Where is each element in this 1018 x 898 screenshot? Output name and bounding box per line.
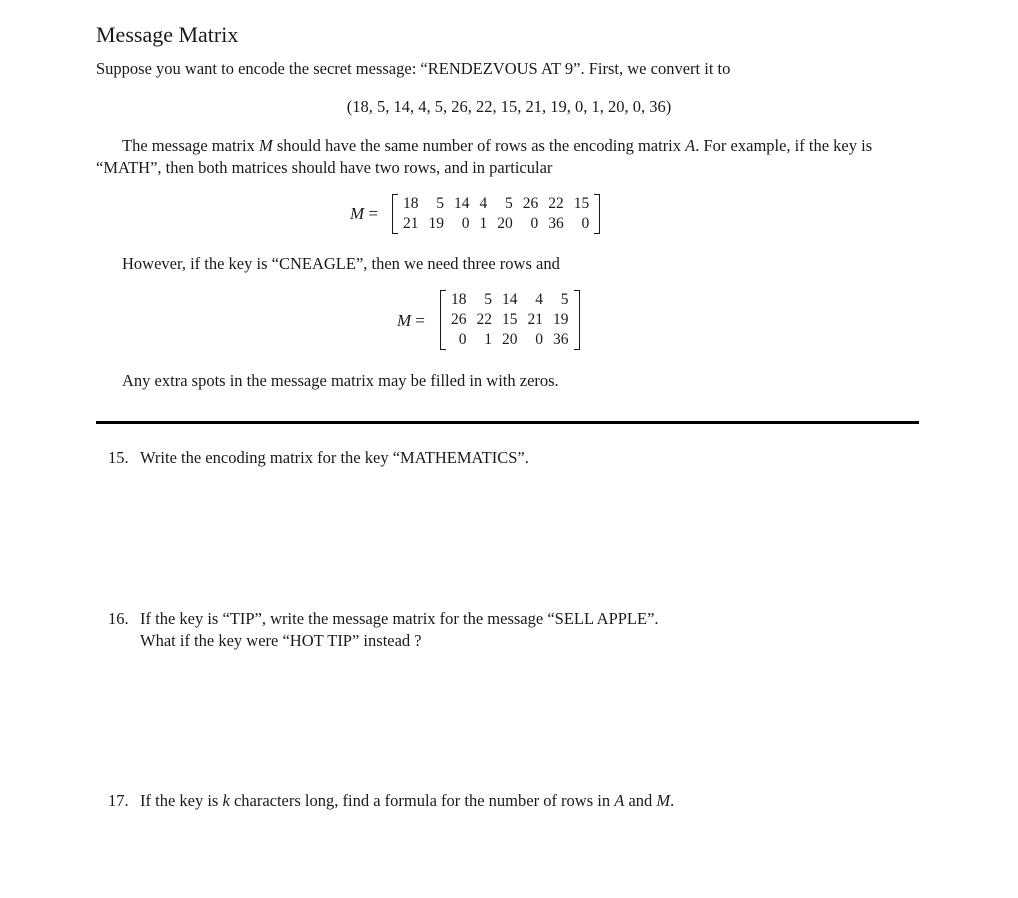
left-bracket xyxy=(440,290,446,350)
var-A: A xyxy=(685,136,696,155)
extra-spots-paragraph: Any extra spots in the message matrix may be filled in with zeros. xyxy=(122,371,559,390)
right-bracket xyxy=(594,194,600,234)
matrix-cell: 0 xyxy=(530,215,539,232)
matrix-cell: 19 xyxy=(428,215,444,232)
cneagle-paragraph: However, if the key is “CNEAGLE”, then we need three rows and xyxy=(122,254,560,273)
number-sequence: (18, 5, 14, 4, 5, 26, 22, 15, 21, 19, 0, 1, 20, 0, 36) xyxy=(346,97,672,116)
matrix-cell: 21 xyxy=(403,215,419,232)
matrix-cell: 1 xyxy=(484,331,492,348)
question-text: Write the encoding matrix for the key “MATHEMATICS”. xyxy=(140,448,529,467)
right-bracket xyxy=(574,290,580,350)
math-matrix-label xyxy=(350,204,378,224)
matrix-row xyxy=(446,290,574,310)
rows-text-3: . For example, if the key is “MATH”, then both matrices should have two rows, and in particular xyxy=(96,136,873,177)
question-text-line2: What if the key were “HOT TIP” instead ? xyxy=(140,631,422,650)
matrix-cell: 20 xyxy=(502,331,518,348)
matrix-cell: 26 xyxy=(451,311,467,328)
var-k: k xyxy=(222,791,230,810)
matrix-cell: 22 xyxy=(548,195,564,212)
matrix-cell: 26 xyxy=(522,195,539,212)
matrix-cell: 14 xyxy=(454,195,470,212)
left-bracket xyxy=(392,194,398,234)
matrix-cell: 0 xyxy=(461,215,470,232)
equals-sign: = xyxy=(415,311,426,330)
matrix-cell: 36 xyxy=(553,331,569,348)
matrix-cell: 21 xyxy=(527,311,543,328)
matrix-cell: 22 xyxy=(476,311,492,328)
rows-text-1: The message matrix xyxy=(122,136,259,155)
horizontal-rule xyxy=(96,421,919,424)
var-M: M xyxy=(259,136,273,155)
matrix-row xyxy=(398,214,594,234)
matrix-cell: 14 xyxy=(502,291,518,308)
rows-paragraph xyxy=(96,135,926,179)
question-15 xyxy=(108,447,928,471)
question-number: 16. xyxy=(108,609,129,628)
math-matrix xyxy=(392,194,600,234)
matrix-cell: 15 xyxy=(502,311,518,328)
matrix-cell: 18 xyxy=(403,195,419,212)
matrix-cell: 0 xyxy=(581,215,590,232)
matrix-cell: 5 xyxy=(436,195,444,212)
matrix-label-M: M xyxy=(397,311,412,330)
question-number: 15. xyxy=(108,448,129,467)
matrix-cell: 15 xyxy=(573,195,590,212)
matrix-row xyxy=(446,310,574,330)
question-16 xyxy=(108,608,928,654)
equals-sign: = xyxy=(368,204,379,223)
math-matrix-table xyxy=(398,194,594,234)
section-title: Message Matrix xyxy=(96,22,239,47)
matrix-cell: 5 xyxy=(484,291,492,308)
matrix-label-M: M xyxy=(350,204,365,223)
question-text xyxy=(140,790,674,812)
matrix-cell: 5 xyxy=(505,195,513,212)
q17-text-c: and xyxy=(624,791,657,810)
matrix-cell: 4 xyxy=(479,195,488,212)
matrix-cell: 1 xyxy=(479,215,488,232)
cneagle-matrix-label xyxy=(397,311,425,331)
matrix-row xyxy=(446,330,574,350)
matrix-cell: 19 xyxy=(553,311,569,328)
q17-text-d: . xyxy=(670,791,675,810)
intro-paragraph: Suppose you want to encode the secret message: “RENDEZVOUS AT 9”. First, we convert it to xyxy=(96,59,731,78)
rows-text-2: should have the same number of rows as the encoding matrix xyxy=(272,136,686,155)
q17-text-a: If the key is xyxy=(140,791,223,810)
q17-text-b: characters long, find a formula for the number of rows in xyxy=(229,791,615,810)
var-A: A xyxy=(614,791,625,810)
matrix-cell: 0 xyxy=(535,331,543,348)
matrix-cell: 18 xyxy=(451,291,467,308)
matrix-row xyxy=(398,194,594,214)
question-number: 17. xyxy=(108,791,129,810)
matrix-cell: 20 xyxy=(497,215,513,232)
question-17 xyxy=(108,790,928,814)
cneagle-matrix xyxy=(440,290,580,350)
cneagle-matrix-table xyxy=(446,290,574,350)
question-text: If the key is “TIP”, write the message matrix for the message “SELL APPLE”. xyxy=(140,609,659,628)
matrix-cell: 4 xyxy=(535,291,543,308)
matrix-cell: 36 xyxy=(548,215,564,232)
matrix-cell: 5 xyxy=(560,291,569,308)
var-M: M xyxy=(656,791,671,810)
matrix-cell: 0 xyxy=(458,331,467,348)
